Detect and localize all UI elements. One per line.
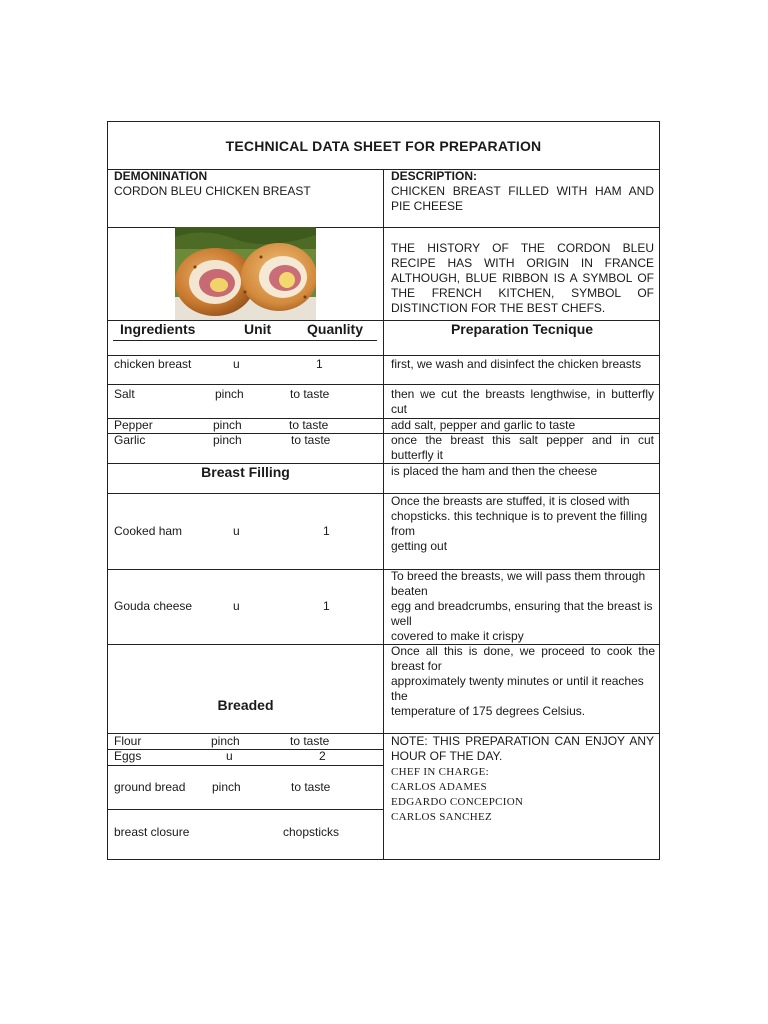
step-text: Once the breasts are stuffed, it is closed with chopsticks. this technique is to prevent the filling from xyxy=(391,494,648,538)
ingredient-name: Pepper xyxy=(114,418,153,432)
row-divider xyxy=(107,749,384,750)
breaded-heading: Breaded xyxy=(217,697,274,713)
chef-name: CARLOS SANCHEZ xyxy=(391,811,493,823)
ingredient-qty: to taste xyxy=(289,418,329,432)
ingredient-name: Gouda cheese xyxy=(114,599,193,613)
step-text: temperature of 175 degrees Celsius. xyxy=(391,704,586,718)
step-text: once the breast this salt pepper and in cut butterfly it xyxy=(391,433,654,462)
step-text: To breed the breasts, we will pass them through beaten xyxy=(391,569,646,598)
chef-name: CARLOS ADAMES xyxy=(391,781,487,793)
row-divider xyxy=(107,809,384,810)
ingredient-unit: u xyxy=(233,524,240,538)
header-underline xyxy=(113,340,377,341)
ingredient-name: Salt xyxy=(114,387,135,401)
ingredient-qty: chopsticks xyxy=(283,825,340,839)
ingredients-header: Ingredients xyxy=(120,321,196,337)
description-value: CHICKEN BREAST FILLED WITH HAM AND PIE CHEESE xyxy=(391,184,654,213)
step-text: approximately twenty minutes or until it reaches the xyxy=(391,674,644,703)
denomination-value: CORDON BLEU CHICKEN BREAST xyxy=(114,184,311,198)
step-text: Once all this is done, we proceed to cook the breast for xyxy=(391,644,655,673)
ingredient-unit: pinch xyxy=(212,780,241,794)
cordon-bleu-photo-icon xyxy=(175,227,316,320)
row-divider xyxy=(107,765,384,766)
ingredient-qty: 1 xyxy=(323,524,330,538)
ingredient-name: Flour xyxy=(114,734,142,748)
ingredient-qty: 1 xyxy=(323,599,330,613)
ingredient-qty: 1 xyxy=(316,357,323,371)
ingredient-qty: to taste xyxy=(290,734,330,748)
ingredient-unit: pinch xyxy=(215,387,244,401)
ingredient-qty: to taste xyxy=(291,433,331,447)
ingredient-qty: 2 xyxy=(319,749,326,763)
ingredient-qty: to taste xyxy=(291,780,331,794)
note-text: NOTE: THIS PREPARATION CAN ENJOY ANY HOUR OF THE DAY. xyxy=(391,734,654,763)
ingredient-name: Garlic xyxy=(114,433,146,447)
ingredient-qty: to taste xyxy=(290,387,330,401)
column-divider xyxy=(383,169,384,860)
step-text: egg and breadcrumbs, ensuring that the breast is well xyxy=(391,599,653,628)
technique-header: Preparation Tecnique xyxy=(450,321,594,337)
ingredient-unit: u xyxy=(233,599,240,613)
step-text: add salt, pepper and garlic to taste xyxy=(391,418,576,432)
ingredient-name: Eggs xyxy=(114,749,142,763)
ingredient-unit: u xyxy=(233,357,240,371)
ingredient-name: breast closure xyxy=(114,825,190,839)
chef-label: CHEF IN CHARGE: xyxy=(391,766,490,778)
ingredient-unit: pinch xyxy=(211,734,240,748)
filling-heading: Breast Filling xyxy=(201,464,290,480)
ingredient-unit: pinch xyxy=(213,433,242,447)
step-text: getting out xyxy=(391,539,448,553)
description-label: DESCRIPTION: xyxy=(391,169,478,183)
step-text: first, we wash and disinfect the chicken breasts xyxy=(391,357,642,371)
step-text: covered to make it crispy xyxy=(391,629,524,643)
ingredient-unit: u xyxy=(226,749,233,763)
page-title: TECHNICAL DATA SHEET FOR PREPARATION xyxy=(225,138,542,154)
ingredient-name: Cooked ham xyxy=(114,524,183,538)
history-text: THE HISTORY OF THE CORDON BLEU RECIPE HAS WITH ORIGIN IN FRANCE ALTHOUGH, BLUE RIBBON IS A SYMBOL OF THE FRENCH KITCHEN, SYMBOL OF DISTINCTION FOR THE BEST CHEFS. xyxy=(391,241,654,315)
unit-header: Unit xyxy=(244,321,272,337)
step-text: is placed the ham and then the cheese xyxy=(391,464,598,478)
quantity-header: Quanlity xyxy=(307,321,364,337)
chef-name: EDGARDO CONCEPCION xyxy=(391,796,524,808)
ingredient-name: ground bread xyxy=(114,780,186,794)
ingredient-unit: pinch xyxy=(213,418,242,432)
step-text: then we cut the breasts lengthwise, in butterfly cut xyxy=(391,387,654,416)
denomination-label: DEMONINATION xyxy=(114,169,208,183)
ingredient-name: chicken breast xyxy=(114,357,192,371)
